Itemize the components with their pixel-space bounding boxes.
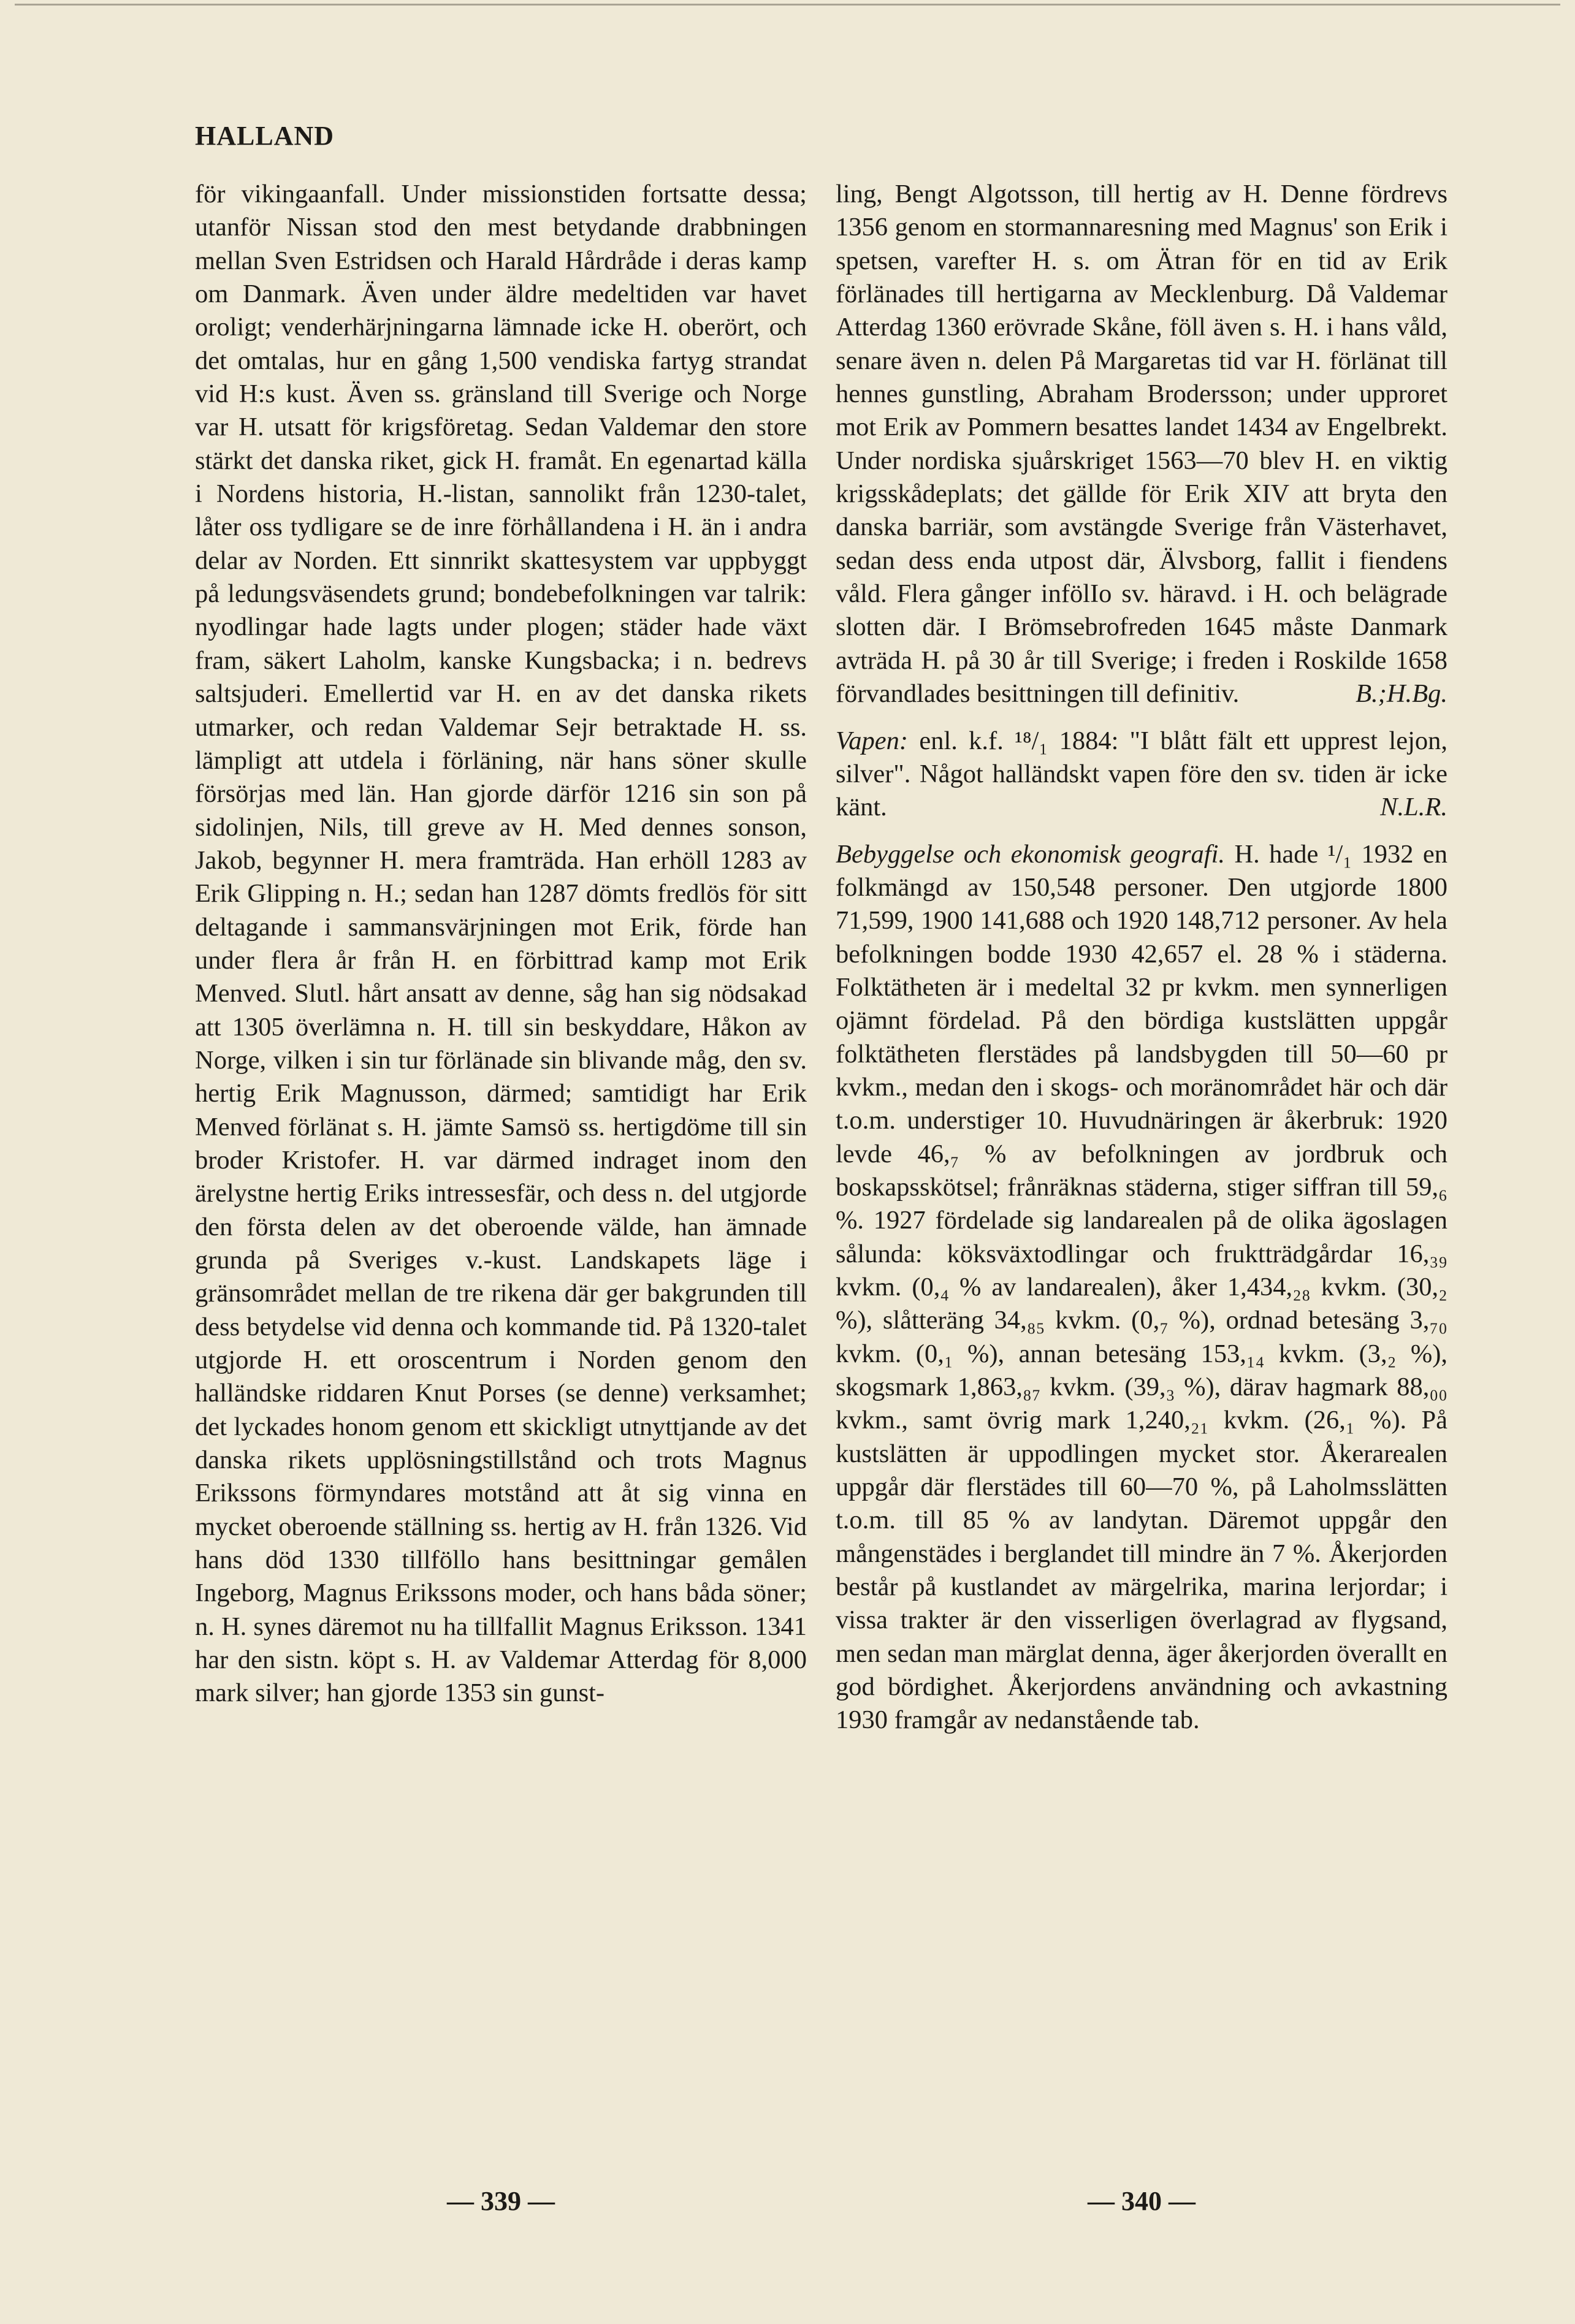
history-text: ling, Bengt Algotsson, till hertig av H. Denne fördrevs 1356 genom en stormannaresning med Magnus' son Erik i spetsen, varefter H. s. om Ätran för en tid av Erik förlänades till hertigarna av Mecklenburg. Då Valdemar Atterdag 1360 erövrade Skåne, föll även s. H. i hans våld, senare även n. delen På Margaretas tid var H. förlänat till hennes gunstling, Abraham Brodersson; under upproret mot Erik av Pommern besattes landet 1434 av Engelbrekt. Under nordiska sjuårskriget 1563—70 blev H. en viktig krigsskådeplats; det gällde för Erik XIV att bryta den danska barriär, som avstängde Sverige från Västerhavet, sedan dess enda utpost där, Älvsborg, fallit i fiendens våld. Flera gånger infölIo sv. häravd. i H. och belägrade slotten där. I Brömsebrofreden 1645 måste Danmark avträda H. på 30 år till Sverige; i freden i Roskilde 1658 förvandlades besittningen till definitiv. <box>836 180 1447 709</box>
page-number-right: — 340 — <box>1088 2186 1196 2216</box>
geography-label: Bebyggelse och ekonomisk geografi. <box>836 839 1226 869</box>
running-header: HALLAND <box>195 121 335 151</box>
vapen-text: enl. k.f. ¹⁸/₁ 1884: "I blått fält ett upprest lejon, silver". Något halländskt vapen före den sv. tiden är icke känt. <box>836 726 1448 822</box>
page-number-left: — 339 — <box>447 2186 555 2216</box>
top-rule <box>15 4 1560 6</box>
history-signature: B.;H.Bg. <box>1356 679 1447 709</box>
left-column-text: för vikingaanfall. Under missionstiden fortsatte dessa; utanför Nissan stod den mest betydande drabbningen mellan Sven Estridsen och Harald Hårdråde i deras kamp om Danmark. Även under äldre medeltiden var havet oroligt; venderhärjningarna lämnade icke H. oberört, och det omtalas, hur en gång 1,500 vendiska fartyg strandat vid H:s kust. Även ss. gränsland till Sverige och Norge var H. utsatt för krigsföretag. Sedan Valdemar den store stärkt det danska riket, gick H. framåt. En egenartad källa i Nordens historia, H.-listan, sannolikt från 1230-talet, låter oss tydligare se de inre förhållandena i H. än i andra delar av Norden. Ett sinnrikt skattesystem var uppbyggt på ledungsväsendets grund; bondebefolkningen var talrik: nyodlingar hade lagts under plogen; städer hade växt fram, säkert Laholm, kanske Kungsbacka; i n. bedrevs saltsjuderi. Emellertid var H. en av det danska rikets utmarker, och redan Valdemar Sejr betraktade H. ss. lämpligt att utdela i förläning, när hans söner skulle försörjas med län. Han gjorde därför 1216 sin son på sidolinjen, Nils, till greve av H. Med dennes sonson, Jakob, begynner H. mera framträda. Han erhöll 1283 av Erik Glipping n. H.; sedan han 1287 dömts fredlös för sitt deltagande i sammansvärjningen mot Erik, förde han under flera år från H. en förbittrad kamp mot Erik Menved. Slutl. hårt ansatt av denne, såg han sig nödsakad att 1305 överlämna n. H. till sin beskyddare, Håkon av Norge, vilken i sin tur förlänade sin blivande måg, den sv. hertig Erik Magnusson, därmed; samtidigt har Erik Menved förlänat s. H. jämte Samsö ss. hertigdöme till sin broder Kristofer. H. var därmed indraget inom den ärelystne hertig Eriks intressesfär, och dess n. del utgjorde den första delen av det oberoende välde, han ämnade grunda på Sveriges v.-kust. Landskapets läge i gränsområdet mellan de tre rikena där ger bakgrunden till dess betydelse vid denna och kommande tid. På 1320-talet utgjorde H. ett oroscentrum i Norden genom den halländske riddaren Knut Porses (se denne) verksamhet; det lyckades honom genom ett skickligt utnyttjande av det danska rikets upplösningstillstånd och trots Magnus Erikssons förmyndares motstånd att åt sig vinna en mycket oberoende ställning ss. hertig av H. från 1326. Vid hans död 1330 tillföllo hans besittningar gemålen Ingeborg, Magnus Erikssons moder, och hans båda söner; n. H. synes däremot nu ha tillfallit Magnus Eriksson. 1341 har den sistn. köpt s. H. av Valdemar Atterdag för 8,000 mark silver; han gjorde 1353 sin gunst- <box>195 180 807 1708</box>
vapen-signature: N.L.R. <box>1380 793 1447 822</box>
right-column <box>836 178 1447 1737</box>
vapen-paragraph <box>836 725 1447 825</box>
left-column <box>195 178 807 1710</box>
history-paragraph <box>836 178 1447 711</box>
geography-paragraph <box>836 838 1447 1737</box>
vapen-label: Vapen: <box>836 726 909 755</box>
geography-text: H. hade ¹/₁ 1932 en folkmängd av 150,548 personer. Den utgjorde 1800 71,599, 1900 141,688 och 1920 148,712 personer. Av hela befolkningen bodde 1930 42,657 el. 28 % i städerna. Folktätheten är i medeltal 32 pr kvkm. men synnerligen ojämnt fördelad. På den bördiga kustslätten uppgår folktätheten flerstädes på landsbygden till 50—60 pr kvkm., medan den i skogs- och moränområdet här och där t.o.m. understiger 10. Huvudnäringen är åkerbruk: 1920 levde 46,₇ % av befolkningen av jordbruk och boskapsskötsel; frånräknas städerna, stiger siffran till 59,₆ %. 1927 fördelade sig landarealen på de olika ägoslagen sålunda: köksväxtodlingar och fruktträdgårdar 16,₃₉ kvkm. (0,₄ % av landarealen), åker 1,434,₂₈ kvkm. (30,₂ %), slåtteräng 34,₈₅ kvkm. (0,₇ %), ordnad betesäng 3,₇₀ kvkm. (0,₁ %), annan betesäng 153,₁₄ kvkm. (3,₂ %), skogsmark 1,863,₈₇ kvkm. (39,₃ %), därav hagmark 88,₀₀ kvkm., samt övrig mark 1,240,₂₁ kvkm. (26,₁ %). På kustslätten är uppodlingen mycket stor. Åkerarealen uppgår där flerstädes till 60—70 %, på Laholmsslätten t.o.m. till 85 % av landytan. Däremot uppgår den mångenstädes i berglandet till mindre än 7 %. Åkerjorden består på kustlandet av märgelrika, marina lerjordar; i vissa trakter är den visserligen överlagrad av flygsand, men sedan man märglat denna, äger åkerjorden överallt en god bördighet. Åkerjordens användning och avkastning 1930 framgår av nedanstående tab. <box>836 839 1448 1735</box>
